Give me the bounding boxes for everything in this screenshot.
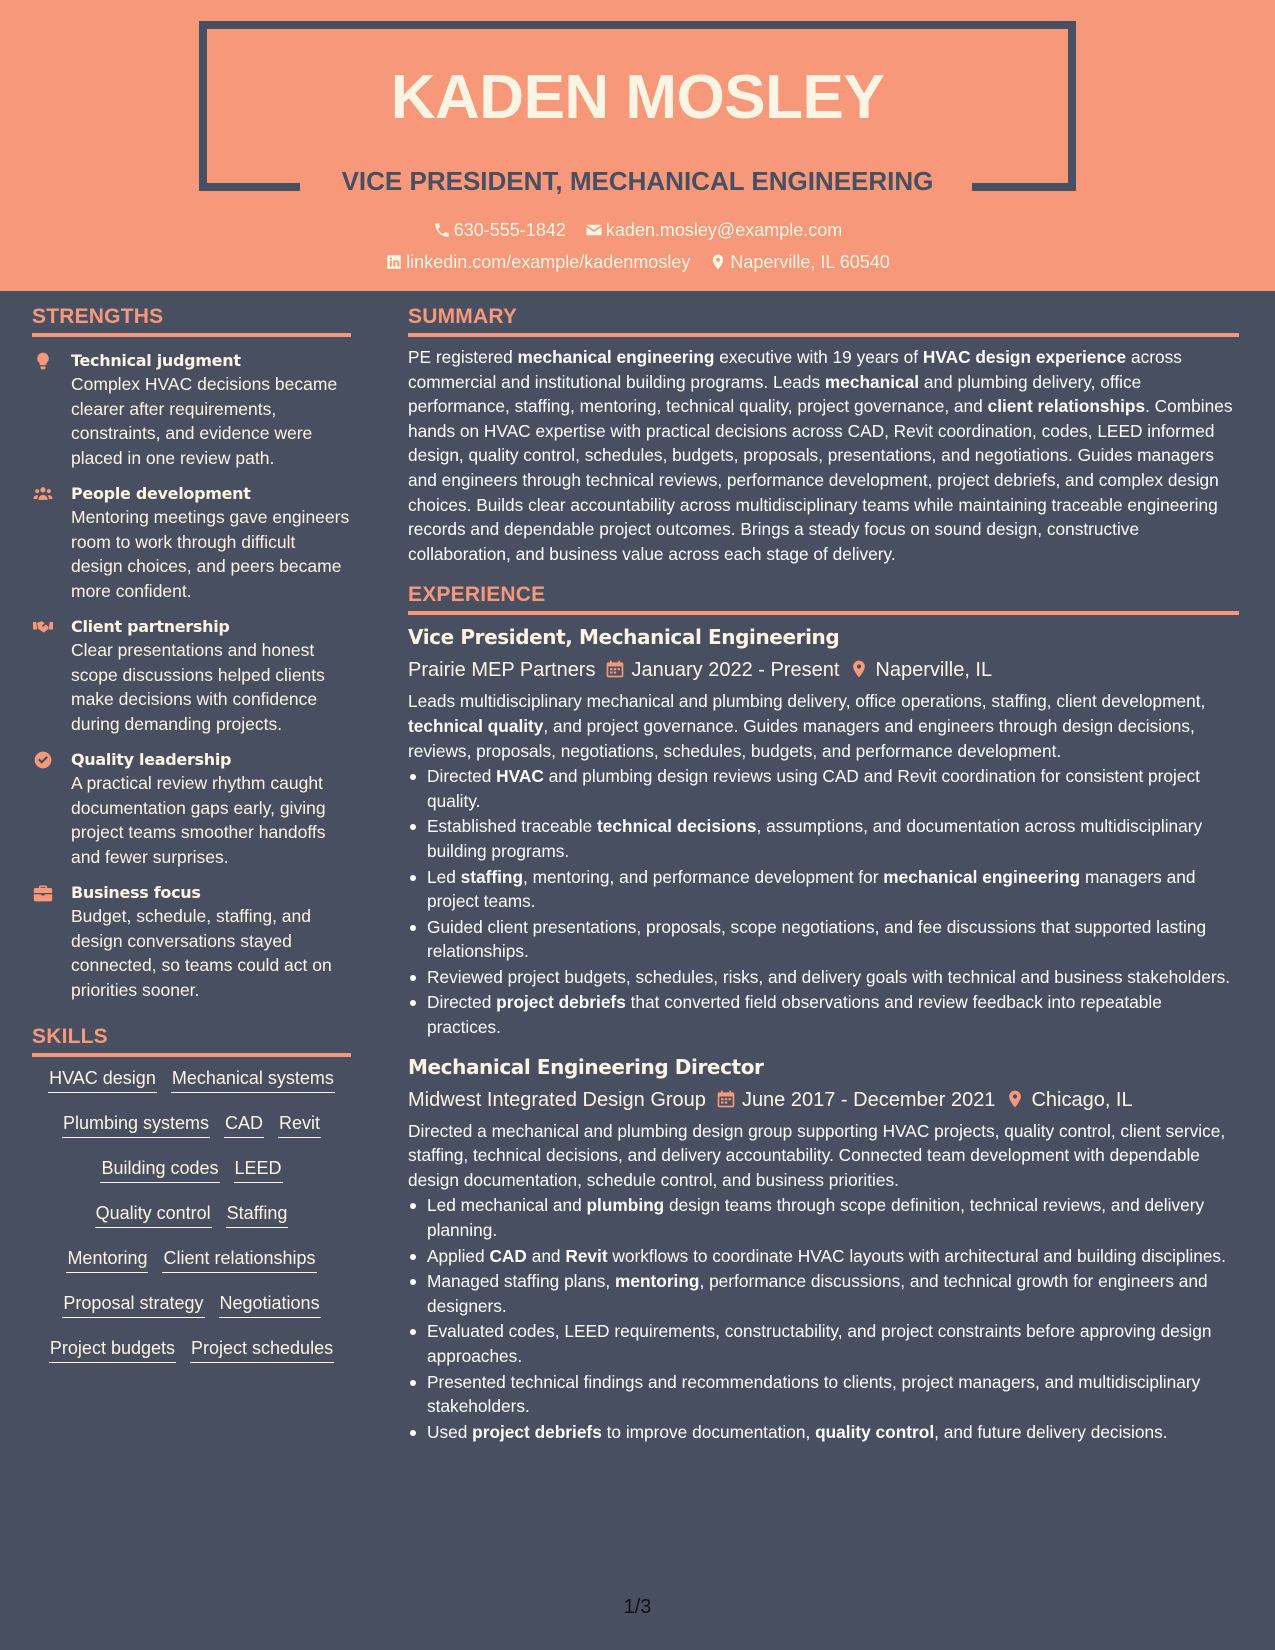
contact-row-2 <box>0 252 1275 273</box>
calendar-icon <box>716 1089 736 1109</box>
strength-desc: Mentoring meetings gave engineers room to work through difficult design choices, and peers became more confident. <box>71 507 350 601</box>
skill-tag: Staffing <box>226 1203 289 1228</box>
linkedin-icon <box>385 253 403 271</box>
strength-desc: Clear presentations and honest scope discussions helped clients make decisions with confidence during demanding projects. <box>71 640 325 734</box>
job-bullets <box>408 1193 1239 1444</box>
bullet-item <box>408 865 1239 914</box>
text-segment: Directed a mechanical and plumbing design group supporting HVAC projects, quality control, client service, staffing, technical decisions, and delivery accountability. Connected team development with dependable design documentation, schedule control, and business priorities. <box>408 1120 1226 1190</box>
text-segment: , and project governance. Guides managers and engineers through design decisions, reviews, proposals, negotiations, schedules, budgets, and performance development. <box>408 715 1195 761</box>
strengths-heading: STRENGTHS <box>32 305 351 337</box>
candidate-title: VICE PRESIDENT, MECHANICAL ENGINEERING <box>341 166 934 196</box>
bullet-item <box>408 915 1239 964</box>
text-segment: , and future delivery decisions. <box>934 1421 1168 1442</box>
skill-tag: Negotiations <box>219 1293 321 1318</box>
bold-text: HVAC design experience <box>922 347 1127 367</box>
job-meta <box>408 1087 1239 1113</box>
bullet-item <box>408 990 1239 1039</box>
map-pin-icon <box>709 253 727 271</box>
bold-text: HVAC <box>496 766 544 787</box>
strength-item <box>32 882 351 1002</box>
skill-tag: Quality control <box>95 1203 212 1228</box>
skill-row <box>32 1158 351 1192</box>
job-company: Prairie MEP Partners <box>408 659 596 682</box>
candidate-name: KADEN MOSLEY <box>390 63 885 132</box>
bold-text: plumbing <box>586 1195 665 1216</box>
bold-text: mechanical engineering <box>517 347 715 367</box>
map-pin-icon <box>1005 1089 1025 1109</box>
text-segment: Presented technical findings and recommendations to clients, project managers, and multidisciplinary stakeholders. <box>427 1371 1201 1417</box>
bullet-item <box>408 1244 1239 1269</box>
bold-text: Revit <box>565 1245 608 1266</box>
skills-heading: SKILLS <box>32 1025 351 1057</box>
text-segment: Reviewed project budgets, schedules, risks, and delivery goals with technical and business stakeholders. <box>427 966 1231 987</box>
job-entry <box>408 624 1239 1039</box>
linkedin-item[interactable] <box>385 252 690 273</box>
map-pin-icon <box>849 659 869 679</box>
text-segment: and plumbing delivery, office performance, staffing, mentoring, technical quality, project governance, and <box>408 371 1142 417</box>
text-segment: Used <box>427 1421 473 1442</box>
bold-text: technical decisions <box>597 816 757 837</box>
bold-text: staffing <box>460 866 524 887</box>
strength-item <box>32 483 351 603</box>
skill-tag: CAD <box>224 1113 264 1138</box>
skill-tag: Building codes <box>100 1158 219 1183</box>
phone-icon <box>433 221 451 239</box>
bold-text: CAD <box>489 1245 527 1266</box>
strength-title: Business focus <box>71 883 201 902</box>
skill-tag: Plumbing systems <box>62 1113 210 1138</box>
skill-row <box>32 1068 351 1102</box>
summary-text <box>408 345 1239 566</box>
calendar-icon <box>605 659 625 679</box>
skill-tag: Revit <box>278 1113 321 1138</box>
bold-text: mechanical engineering <box>883 866 1081 887</box>
email-item[interactable] <box>585 220 842 241</box>
text-segment: that converted field observations and review feedback into repeatable practices. <box>427 992 1162 1038</box>
strength-title: Quality leadership <box>71 750 232 769</box>
job-location: Chicago, IL <box>1031 1088 1133 1111</box>
skill-tag: Proposal strategy <box>62 1293 204 1318</box>
skill-tag: Project budgets <box>49 1338 176 1363</box>
bullet-item <box>408 814 1239 863</box>
text-segment: Managed staffing plans, <box>427 1271 615 1292</box>
experience-heading: EXPERIENCE <box>408 583 1239 615</box>
bold-text: quality control <box>815 1421 935 1442</box>
text-segment: Leads multidisciplinary mechanical and plumbing delivery, office operations, staffing, client development, <box>408 691 1206 712</box>
skill-row <box>32 1203 351 1237</box>
strength-desc: Budget, schedule, staffing, and design conversations stayed connected, so teams could act on priorities sooner. <box>71 906 332 1000</box>
job-bullets <box>408 764 1239 1040</box>
skills-list <box>32 1068 351 1372</box>
strength-title: People development <box>71 484 251 503</box>
bullet-item <box>408 764 1239 813</box>
job-title: Vice President, Mechanical Engineering <box>408 625 840 650</box>
strength-item <box>32 350 351 470</box>
bold-text: client relationships <box>987 396 1146 417</box>
text-segment: Directed <box>427 766 497 787</box>
job-dates: January 2022 - Present <box>631 659 840 682</box>
skill-tag: Mechanical systems <box>171 1068 335 1093</box>
text-segment: design teams through scope definition, technical reviews, and delivery planning. <box>427 1195 1205 1241</box>
text-segment: and <box>526 1245 566 1266</box>
skill-tag: Mentoring <box>66 1248 148 1273</box>
bullet-item <box>408 1370 1239 1419</box>
lightbulb-icon <box>32 351 54 371</box>
resume-header <box>0 0 1275 291</box>
job-entry <box>408 1054 1239 1445</box>
job-description <box>408 1119 1239 1193</box>
text-segment: Led <box>427 866 461 887</box>
bullet-item <box>408 1269 1239 1318</box>
text-segment: Directed <box>427 992 497 1013</box>
skill-tag: LEED <box>234 1158 283 1183</box>
contact-row-1 <box>0 220 1275 241</box>
check-circle-icon <box>32 750 54 770</box>
phone-text: 630-555-1842 <box>453 220 566 240</box>
text-segment: PE registered <box>408 347 518 367</box>
text-segment: executive with 19 years of <box>714 347 923 367</box>
briefcase-icon <box>32 883 54 903</box>
skill-row <box>32 1293 351 1327</box>
job-meta <box>408 657 1239 683</box>
bullet-item <box>408 1420 1239 1445</box>
text-segment: and plumbing design reviews using CAD and Revit coordination for consistent project quality. <box>427 766 1200 811</box>
strength-desc: Complex HVAC decisions became clearer after requirements, constraints, and evidence were placed in one review path. <box>71 374 338 468</box>
strength-item <box>32 749 351 869</box>
text-segment: across commercial and institutional building programs. Leads <box>408 347 1182 392</box>
strength-title: Technical judgment <box>71 351 241 370</box>
location-item <box>709 252 889 273</box>
bullet-item <box>408 1319 1239 1368</box>
bold-text: mentoring <box>614 1271 700 1292</box>
left-column <box>32 305 351 1372</box>
text-segment: to improve documentation, <box>601 1421 816 1442</box>
strength-item <box>32 616 351 736</box>
text-segment: managers and project teams. <box>427 866 1196 912</box>
text-segment: Established traceable <box>427 816 598 837</box>
skill-tag: HVAC design <box>48 1068 157 1093</box>
page-number: 1/3 <box>623 1596 652 1618</box>
skill-row <box>32 1113 351 1147</box>
email-text: kaden.mosley@example.com <box>605 220 843 240</box>
skill-tag: Client relationships <box>162 1248 316 1273</box>
text-segment: , performance discussions, and technical growth for engineers and designers. <box>427 1271 1208 1316</box>
handshake-icon <box>32 617 54 637</box>
users-icon <box>32 484 54 504</box>
envelope-icon <box>585 221 603 239</box>
skill-row <box>32 1338 351 1372</box>
bullet-item <box>408 965 1239 990</box>
strength-desc: A practical review rhythm caught documentation gaps early, giving project teams smoother handoffs and fewer surprises. <box>71 773 326 867</box>
bold-text: project debriefs <box>472 1421 602 1442</box>
skill-row <box>32 1248 351 1282</box>
text-segment: workflows to coordinate HVAC layouts with architectural and building disciplines. <box>607 1245 1226 1266</box>
text-segment: , mentoring, and performance development for <box>523 866 884 887</box>
job-description <box>408 689 1239 763</box>
bold-text: project debriefs <box>496 992 626 1013</box>
text-segment: Applied <box>427 1245 490 1266</box>
skill-tag: Project schedules <box>190 1338 334 1363</box>
bullet-item <box>408 1193 1239 1242</box>
summary-heading: SUMMARY <box>408 305 1239 337</box>
text-segment: Guided client presentations, proposals, scope negotiations, and fee discussions that supported lasting relationships. <box>427 916 1207 962</box>
phone-item[interactable] <box>433 220 566 241</box>
job-location: Naperville, IL <box>875 659 993 682</box>
strength-title: Client partnership <box>71 617 230 636</box>
bold-text: technical quality <box>408 715 544 736</box>
text-segment: , assumptions, and documentation across multidisciplinary building programs. <box>427 816 1203 861</box>
linkedin-text: linkedin.com/example/kadenmosley <box>406 252 691 272</box>
text-segment: . Combines hands on HVAC expertise with practical decisions across CAD, Revit coordination, codes, LEED informed design, quality control, schedules, budgets, proposals, presentations, and negotiations. Guides managers and engineers through technical reviews, performance development, project debriefs, and complex design choices. Builds clear accountability across multidisciplinary teams while maintaining traceable engineering records and dependable project outcomes. Brings a steady focus on sound design, constructive collaboration, and business value across each stage of delivery. <box>408 396 1233 564</box>
job-title: Mechanical Engineering Director <box>408 1054 764 1079</box>
job-company: Midwest Integrated Design Group <box>408 1088 706 1111</box>
text-segment: Led mechanical and <box>427 1195 587 1216</box>
job-dates: June 2017 - December 2021 <box>741 1088 996 1111</box>
location-text: Naperville, IL 60540 <box>730 252 890 272</box>
right-column <box>408 305 1239 1445</box>
bold-text: mechanical <box>824 371 920 392</box>
text-segment: Evaluated codes, LEED requirements, constructability, and project constraints before approving design approaches. <box>427 1321 1212 1366</box>
